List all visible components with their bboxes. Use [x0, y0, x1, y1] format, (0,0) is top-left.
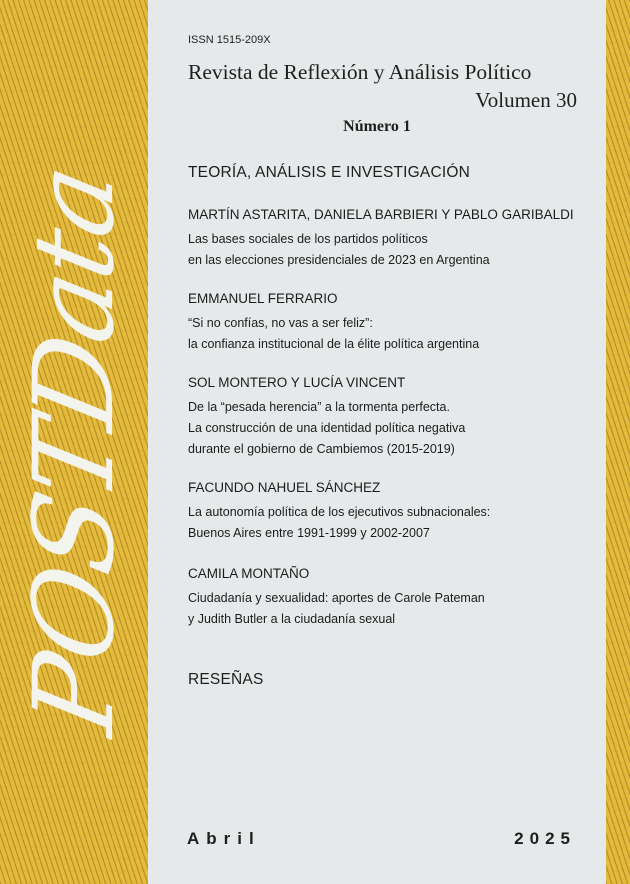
left-decorative-band — [0, 0, 148, 884]
article-title-line: y Judith Butler a la ciudadanía sexual — [188, 612, 396, 626]
article-entry — [188, 206, 598, 271]
article-authors: SOL MONTERO Y LUCÍA VINCENT — [188, 375, 406, 390]
article-title-line: Ciudadanía y sexualidad: aportes de Carole Pateman — [188, 591, 485, 605]
issn: ISSN 1515-209X — [188, 34, 271, 46]
article-authors: MARTÍN ASTARITA, DANIELA BARBIERI Y PABLO GARIBALDI — [188, 207, 574, 222]
article-authors: FACUNDO NAHUEL SÁNCHEZ — [188, 480, 381, 495]
issue-month: Abril — [187, 829, 261, 848]
article-authors: CAMILA MONTAÑO — [188, 566, 310, 581]
cover-content-panel — [148, 0, 606, 884]
article-title-line: De la “pesada herencia” a la tormenta perfecta. — [188, 400, 450, 414]
journal-title: Revista de Reflexión y Análisis Político — [188, 60, 532, 84]
postdata-logo: POSTData — [10, 156, 138, 744]
section-heading-main: TEORÍA, ANÁLISIS E INVESTIGACIÓN — [188, 164, 471, 181]
article-title-line: durante el gobierno de Cambiemos (2015-2019) — [188, 442, 455, 456]
volume-label: Volumen 30 — [475, 88, 577, 112]
right-decorative-band — [606, 0, 630, 884]
article-entry — [188, 374, 598, 460]
article-title-line: “Si no confías, no vas a ser feliz”: — [188, 316, 373, 330]
article-entry — [188, 290, 598, 355]
article-title-line: Las bases sociales de los partidos políticos — [188, 232, 428, 246]
article-title-line: La construcción de una identidad política negativa — [188, 421, 466, 435]
section-heading-reviews: RESEÑAS — [188, 671, 264, 688]
article-title-line: en las elecciones presidenciales de 2023 en Argentina — [188, 253, 490, 267]
article-entry — [188, 479, 598, 544]
article-title-line: Buenos Aires entre 1991-1999 y 2002-2007 — [188, 526, 430, 540]
article-entry — [188, 565, 598, 630]
article-title-line: la confianza institucional de la élite política argentina — [188, 337, 480, 351]
issue-number: Número 1 — [343, 118, 411, 135]
issue-year: 2025 — [514, 829, 576, 848]
article-authors: EMMANUEL FERRARIO — [188, 291, 338, 306]
article-title-line: La autonomía política de los ejecutivos subnacionales: — [188, 505, 491, 519]
